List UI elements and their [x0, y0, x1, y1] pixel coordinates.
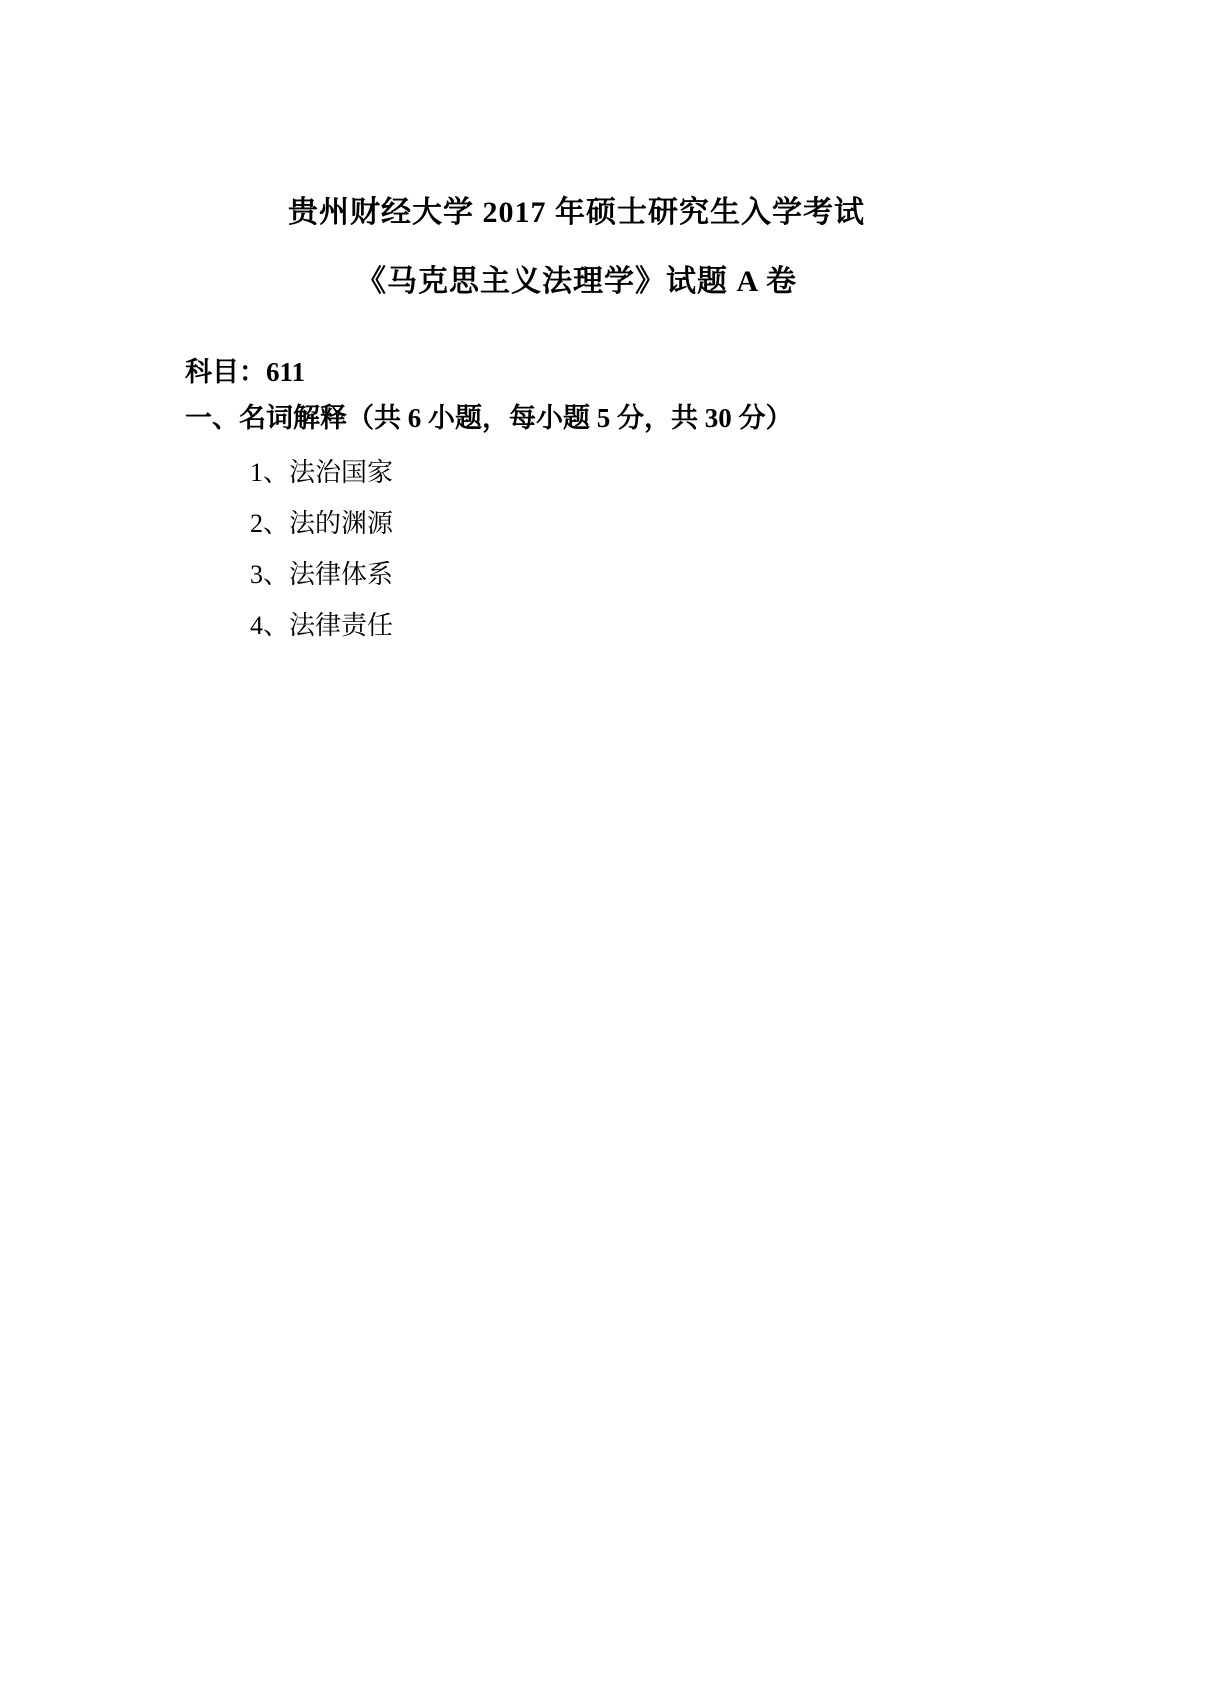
question-item-1: 1、法治国家 — [250, 458, 394, 487]
question-item-2: 2、法的渊源 — [250, 509, 394, 538]
exam-title-line1: 贵州财经大学 2017 年硕士研究生入学考试 — [288, 196, 865, 229]
subject-code-label: 科目：611 — [185, 357, 306, 387]
question-item-4: 4、法律责任 — [250, 611, 394, 640]
question-list — [250, 458, 950, 662]
title-block — [0, 193, 1215, 302]
section-one-heading: 一、名词解释（共 6 小题，每小题 5 分，共 30 分） — [185, 403, 793, 433]
question-item-3: 3、法律体系 — [250, 560, 394, 589]
exam-title-line2: 《马克思主义法理学》试题 A 卷 — [355, 265, 797, 298]
